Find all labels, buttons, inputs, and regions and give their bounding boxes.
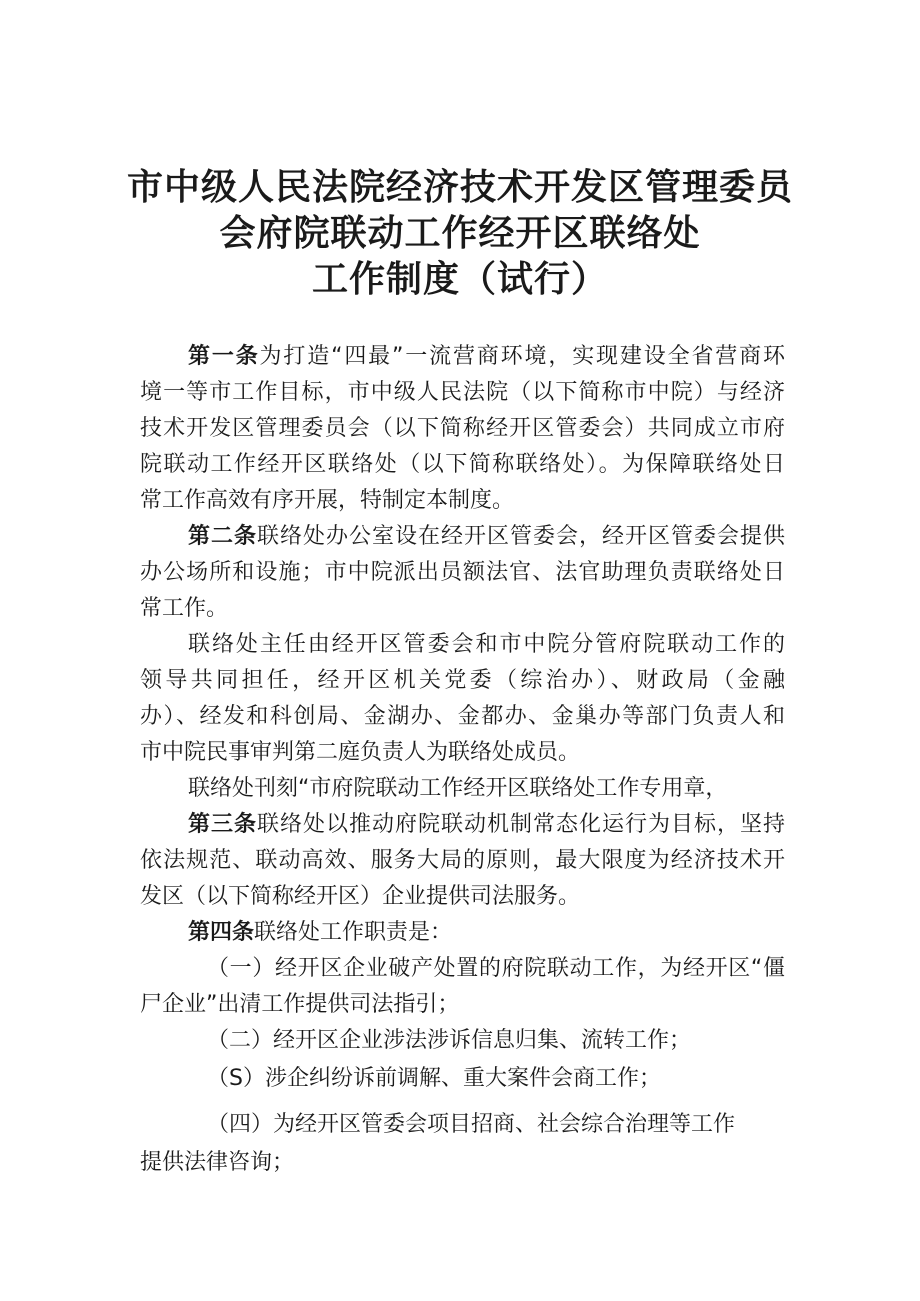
article-1-text: 为打造“四最”一流营商环境，实现建设全省营商环 [259, 344, 785, 369]
article-1-line-5: 常工作高效有序开展，特制定本制度。 [140, 488, 515, 513]
title-line-1: 市中级人民法院经济技术开发区管理委员 [126, 167, 793, 208]
article-2-line-2: 办公场所和设施；市中院派出员额法官、法官助理负责联络处日 [140, 560, 785, 585]
article-2-label: 第二条 [188, 524, 257, 549]
article-1-label: 第一条 [188, 344, 260, 369]
director-line-1: 联络处主任由经开区管委会和市中院分管府院联动工作的 [188, 632, 785, 657]
item-4-line-2: 提供法律咨询； [140, 1150, 295, 1175]
article-3-line-3: 发区（以下简称经开区）企业提供司法服务。 [140, 884, 581, 909]
article-2-text: 联络处办公室设在经开区管委会，经开区管委会提供 [257, 524, 785, 549]
article-1-line-2: 境一等市工作目标，市中级人民法院（以下简称市中院）与经济 [140, 380, 785, 405]
title-line-2: 会府院联动工作经开区联络处 [219, 213, 701, 254]
article-4-text: 联络处工作职责是： [254, 920, 453, 945]
item-1-line-2: 尸企业”出清工作提供司法指引； [140, 992, 460, 1017]
director-line-4: 市中院民事审判第二庭负责人为联络处成员。 [140, 740, 581, 765]
article-3-text: 联络处以推动府院联动机制常态化运行为目标，坚持 [257, 812, 785, 837]
director-line-2: 领导共同担任，经开区机关党委（综治办）、财政局（金融 [140, 668, 785, 693]
article-1-line-3: 技术开发区管理委员会（以下简称经开区管委会）共同成立市府 [140, 416, 785, 441]
item-3-text: 涉企纠纷诉前调解、重大案件会商工作； [264, 1066, 661, 1091]
item-3-marker: （S） [207, 1066, 265, 1091]
director-line-3: 办）、经发和科创局、金湖办、金都办、金巢办等部门负责人和 [140, 704, 785, 729]
item-4-line-1: （四）为经开区管委会项目招商、社会综合治理等工作 [207, 1112, 736, 1137]
item-3 [207, 1064, 785, 1094]
item-2: （二）经开区企业涉法涉诉信息归集、流转工作； [207, 1028, 692, 1053]
article-1-line-4: 院联动工作经开区联络处（以下简称联络处）。为保障联络处日 [140, 452, 785, 477]
article-3-line-2: 依法规范、联动高效、服务大局的原则，最大限度为经济技术开 [140, 848, 785, 873]
article-4-label: 第四条 [188, 920, 255, 945]
article-2-line-1 [188, 522, 785, 552]
item-1-line-1: （一）经开区企业破产处置的府院联动工作，为经开区“僵 [207, 956, 785, 981]
article-4-line-1 [188, 918, 785, 948]
title-line-3: 工作制度（试行） [311, 259, 608, 300]
article-3-label: 第三条 [188, 812, 257, 837]
seal-line-1: 联络处刊刻“市府院联动工作经开区联络处工作专用章， [188, 776, 728, 801]
article-2-line-3: 常工作。 [140, 596, 229, 621]
article-3-line-1 [188, 810, 785, 840]
article-1-line-1 [188, 342, 785, 372]
